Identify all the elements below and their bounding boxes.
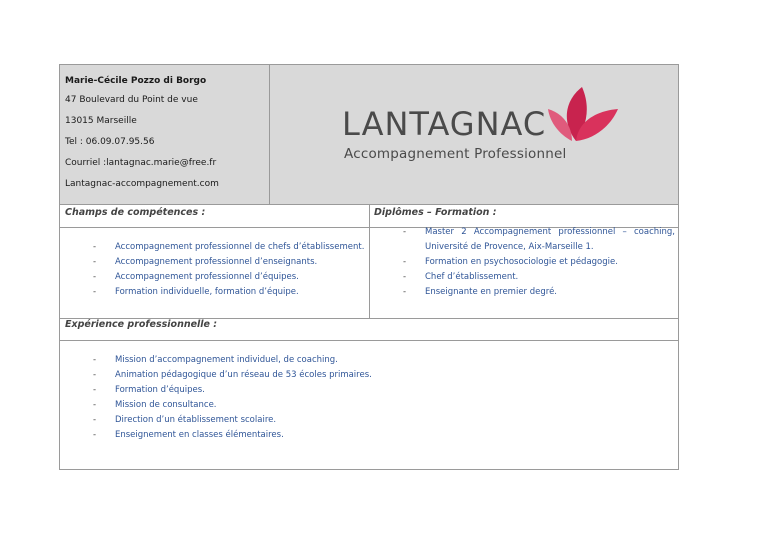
contact-phone: Tel : 06.09.07.95.56 — [65, 137, 155, 147]
list-item: - Accompagnement professionnel d’équipes. — [93, 272, 299, 282]
cv-document — [59, 64, 679, 470]
contact-block — [60, 65, 270, 205]
competences-list — [93, 240, 364, 300]
list-item: - Formation individuelle, formation d’équipe. — [93, 287, 299, 297]
contact-name: Marie-Cécile Pozzo di Borgo — [65, 76, 207, 86]
list-item: - Chef d’établissement. — [403, 272, 519, 282]
list-item: - Accompagnement professionnel d’enseignants. — [93, 257, 318, 267]
list-item: - Formation en psychosociologie et pédagogie. — [403, 257, 618, 267]
logo-block — [270, 65, 678, 205]
list-item: - Enseignante en premier degré. — [403, 287, 557, 297]
logo-subtitle: Accompagnement Professionnel — [344, 146, 567, 162]
contact-website: Lantagnac-accompagnement.com — [65, 179, 219, 189]
list-item: - Enseignement en classes élémentaires. — [93, 430, 284, 440]
logo-wordmark: LANTAGNAC — [342, 105, 547, 143]
list-item: - Formation d’équipes. — [93, 385, 205, 395]
contact-address: 47 Boulevard du Point de vue — [65, 95, 198, 105]
list-item: - Mission de consultance. — [93, 400, 217, 410]
list-item: - Mission d’accompagnement individuel, de coaching. — [93, 355, 338, 365]
diplomes-heading: Diplômes – Formation : — [374, 207, 497, 218]
diplomes-list — [403, 225, 675, 300]
list-item: - Animation pédagogique d’un réseau de 53 écoles primaires. — [93, 370, 372, 380]
list-item: - Master 2 Accompagnement professionnel – coaching, Université de Provence, Aix-Marseille 1. — [403, 227, 675, 252]
contact-city: 13015 Marseille — [65, 116, 137, 126]
list-item: - Accompagnement professionnel de chefs d’établissement. — [93, 242, 365, 252]
divider — [60, 340, 678, 341]
column-divider — [369, 205, 370, 318]
competences-heading: Champs de compétences : — [65, 207, 206, 218]
contact-email: Courriel :lantagnac.marie@free.fr — [65, 158, 217, 168]
list-item: - Direction d’un établissement scolaire. — [93, 415, 277, 425]
experience-heading: Expérience professionnelle : — [65, 319, 218, 330]
experience-list — [93, 353, 372, 443]
